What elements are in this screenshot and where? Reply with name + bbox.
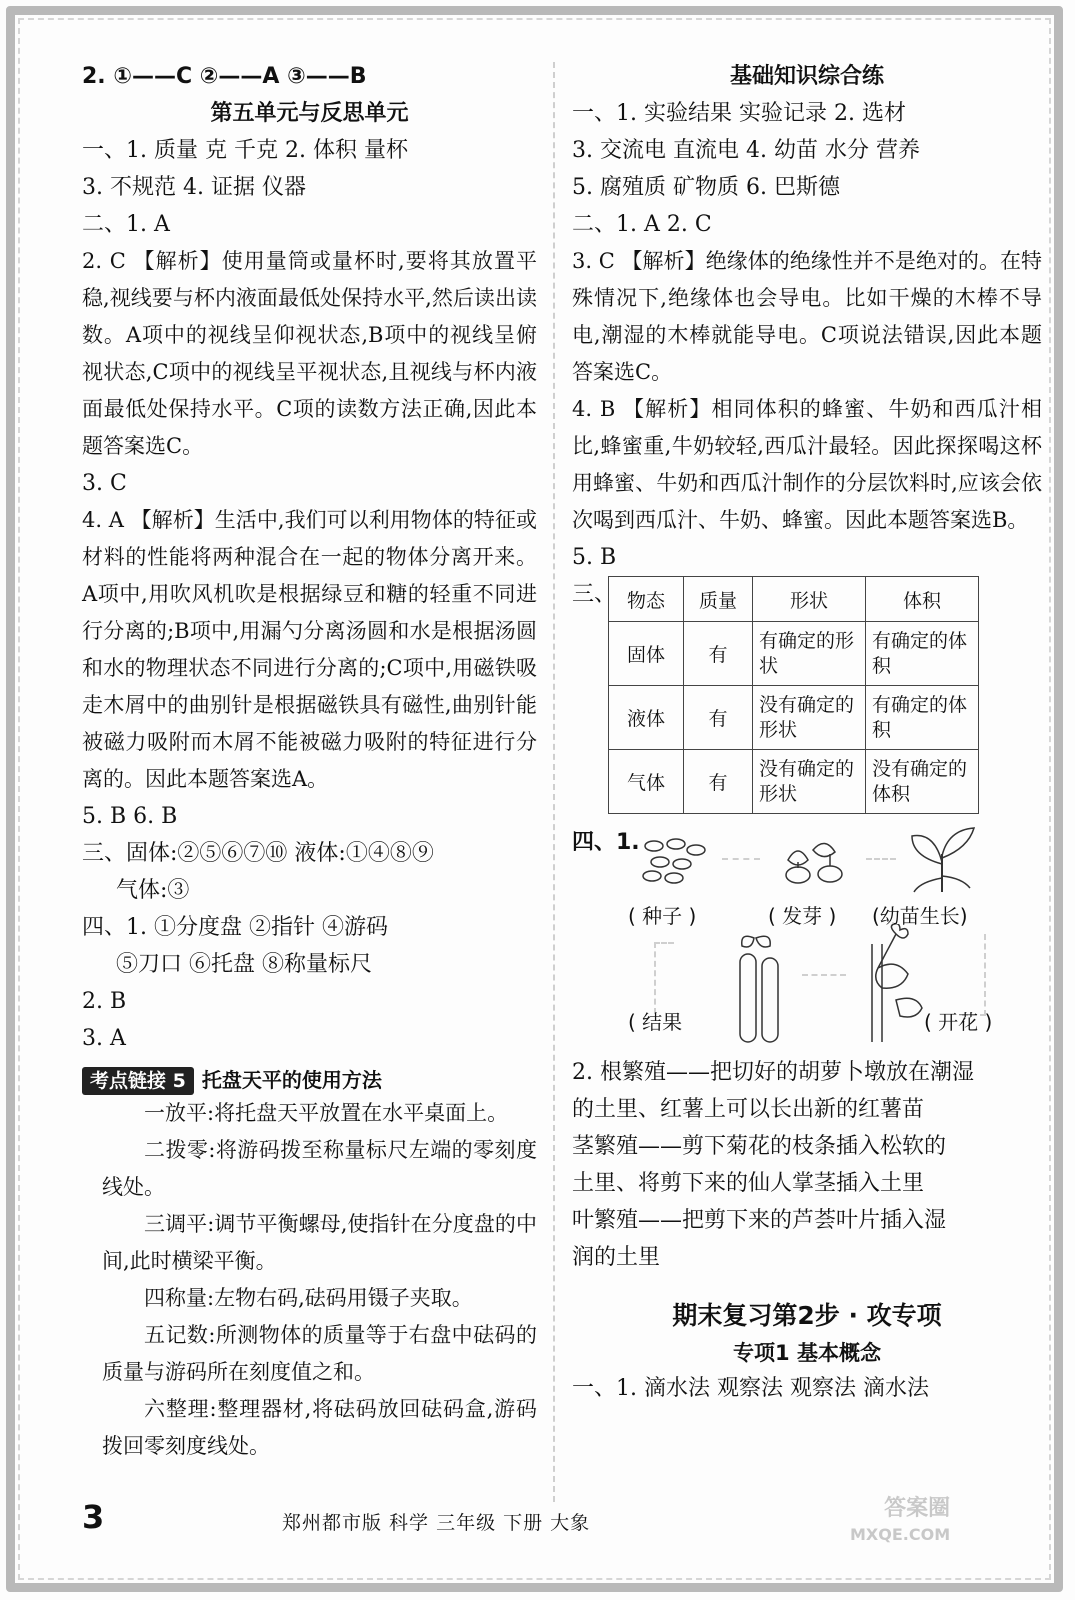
answer-line: 润的土里 [572,1245,661,1270]
stage-label-seed: ( 种子 ) [628,904,697,928]
special-topic-title: 专项1 基本概念 [733,1341,881,1365]
watermark-line: 答案圈 [884,1496,951,1521]
answer-line: 一、1. 滴水法 观察法 观察法 滴水法 [572,1376,929,1401]
balance-step: 三调平:调节平衡螺母,使指针在分度盘的中间,此时横梁平衡。 [102,1212,537,1273]
section-label: 三、 [572,582,617,607]
answer-line: ⑤刀口 ⑥托盘 ⑧称量标尺 [116,952,372,977]
answer-explanation: 2. C 【解析】使用量筒或量杯时,要将其放置平稳,视线要与杯内液面最低处保持水平,然后读出读数。A项中的视线呈仰视状态,B项中的视线呈俯视状态,C项中的视线呈平视状态,且视线与杯内液面最低处保持水平。C项的读数方法正确,因此本题答案选C。 [82,249,537,458]
page-footer [82,1500,982,1540]
stage-label-flower: ( 开花 ) [924,1010,993,1034]
footer-text: 郑州都市版 科学 三年级 下册 大象 [282,1512,591,1534]
cycle-arrow [802,974,846,976]
answer-line: 2. B [82,989,127,1014]
watermark-line: MXQE.COM [850,1525,951,1544]
table-header: 体积 [866,577,979,622]
answer-line: 的土里、红薯上可以长出新的红薯苗 [572,1097,925,1122]
review-step-title: 期末复习第2步 · 攻专项 [672,1301,942,1330]
answer-line: 5. B [572,545,617,570]
sprout-illustration [768,830,858,890]
answer-line: 一、1. 实验结果 实验记录 2. 选材 [572,101,906,126]
cycle-arrow [722,858,760,860]
knowledge-link [82,1065,537,1095]
table-cell: 没有确定的形状 [753,686,866,750]
answer-explanation: 3. C 【解析】绝缘体的绝缘性并不是绝对的。在特殊情况下,绝缘体也会导电。比如干燥的木棒不导电,潮湿的木棒就能导电。C项说法错误,因此本题答案选C。 [572,249,1042,384]
table-row [609,622,979,686]
section-label: 四、1. [572,830,640,855]
answer-line: 叶繁殖——把剪下来的芦荟叶片插入湿 [572,1208,947,1233]
seedling-illustration [904,824,980,894]
states-of-matter-table [608,576,979,814]
answer-explanation: 4. B 【解析】相同体积的蜂蜜、牛奶和西瓜汁相比,蜂蜜重,牛奶较轻,西瓜汁最轻。因此探探喝这杯用蜂蜜、牛奶和西瓜汁制作的分层饮料时,应该会依次喝到西瓜汁、牛奶、蜂蜜。因此本题答案选B。 [572,397,1042,532]
table-cell: 有确定的形状 [753,622,866,686]
table-cell: 有 [684,622,753,686]
answer-line: 茎繁殖——剪下菊花的枝条插入松软的 [572,1134,947,1159]
table-cell: 没有确定的体积 [866,750,979,814]
plant-life-cycle-diagram [572,824,1042,1054]
balance-step: 四称量:左物右码,砝码用镊子夹取。 [144,1286,473,1310]
answer-line: 2. ①——C ②——A ③——B [82,64,367,89]
table-cell: 气体 [609,750,684,814]
table-header: 物态 [609,577,684,622]
table-header: 形状 [753,577,866,622]
answer-line: 四、1. ①分度盘 ②指针 ④游码 [82,915,388,940]
table-header-row [609,577,979,622]
page-number: 3 [82,1498,105,1536]
table-header: 质量 [684,577,753,622]
table-cell: 有 [684,750,753,814]
answer-line: 土里、将剪下来的仙人掌茎插入土里 [572,1171,925,1196]
answer-line: 一、1. 质量 克 千克 2. 体积 量杯 [82,138,408,163]
table-row [609,686,979,750]
answer-line: 二、1. A [82,212,170,237]
balance-step: 一放平:将托盘天平放置在水平桌面上。 [144,1101,509,1125]
table-row [609,750,979,814]
answer-line: 气体:③ [116,878,190,903]
answer-line: 3. 不规范 4. 证据 仪器 [82,175,306,200]
section-title: 基础知识综合练 [729,64,884,89]
answer-line: 3. C [82,471,127,496]
table-cell: 有确定的体积 [866,686,979,750]
table-cell: 有确定的体积 [866,622,979,686]
balance-step: 二拨零:将游码拨至称量标尺左端的零刻度线处。 [102,1138,537,1199]
answer-line: 5. B 6. B [82,804,178,829]
answer-line: 三、固体:②⑤⑥⑦⑩ 液体:①④⑧⑨ [82,841,434,866]
states-table-block [572,576,1042,822]
cycle-arrow [866,858,896,860]
knowledge-link-tag: 考点链接 5 [82,1067,194,1095]
answer-line: 二、1. A 2. C [572,212,712,237]
knowledge-link-title: 托盘天平的使用方法 [201,1068,382,1092]
stage-label-sprout: ( 发芽 ) [768,904,837,928]
cycle-arrow [962,934,986,1016]
table-cell: 液体 [609,686,684,750]
answer-explanation: 4. A 【解析】生活中,我们可以利用物体的特征或材料的性能将两种混合在一起的物体分离开来。A项中,用吹风机吹是根据绿豆和糖的轻重不同进行分离的;B项中,用漏勺分离汤圆和水是根据汤圆和水的物理状态不同进行分离的;C项中,用磁铁吸走木屑中的曲别针是根据磁铁具有磁性,曲别针能被磁力吸附而木屑不能被磁力吸附的特征进行分离的。因此本题答案选A。 [82,508,537,791]
answer-line: 2. 根繁殖——把切好的胡萝卜墩放在潮湿 [572,1060,974,1085]
table-cell: 没有确定的形状 [753,750,866,814]
answer-line: 5. 腐殖质 矿物质 6. 巴斯德 [572,175,840,200]
stage-label-fruit: ( 结果 [628,1010,683,1034]
cycle-arrow [654,942,674,1014]
balance-step: 六整理:整理器材,将砝码放回砝码盒,游码拨回零刻度线处。 [102,1397,537,1458]
seeds-illustration [640,836,712,886]
column-divider [553,62,555,1502]
answer-line: 3. A [82,1026,126,1051]
fruit-illustration [732,930,792,1048]
table-cell: 有 [684,686,753,750]
answer-line: 3. 交流电 直流电 4. 幼苗 水分 营养 [572,138,920,163]
table-cell: 固体 [609,622,684,686]
left-column [82,58,537,1465]
stage-label-seedling: (幼苗生长) [872,904,968,928]
watermark-logo [850,1496,950,1548]
balance-step: 五记数:所测物体的质量等于右盘中砝码的质量与游码所在刻度值之和。 [102,1323,537,1384]
right-column [572,58,1042,1407]
unit-title: 第五单元与反思单元 [210,101,409,126]
